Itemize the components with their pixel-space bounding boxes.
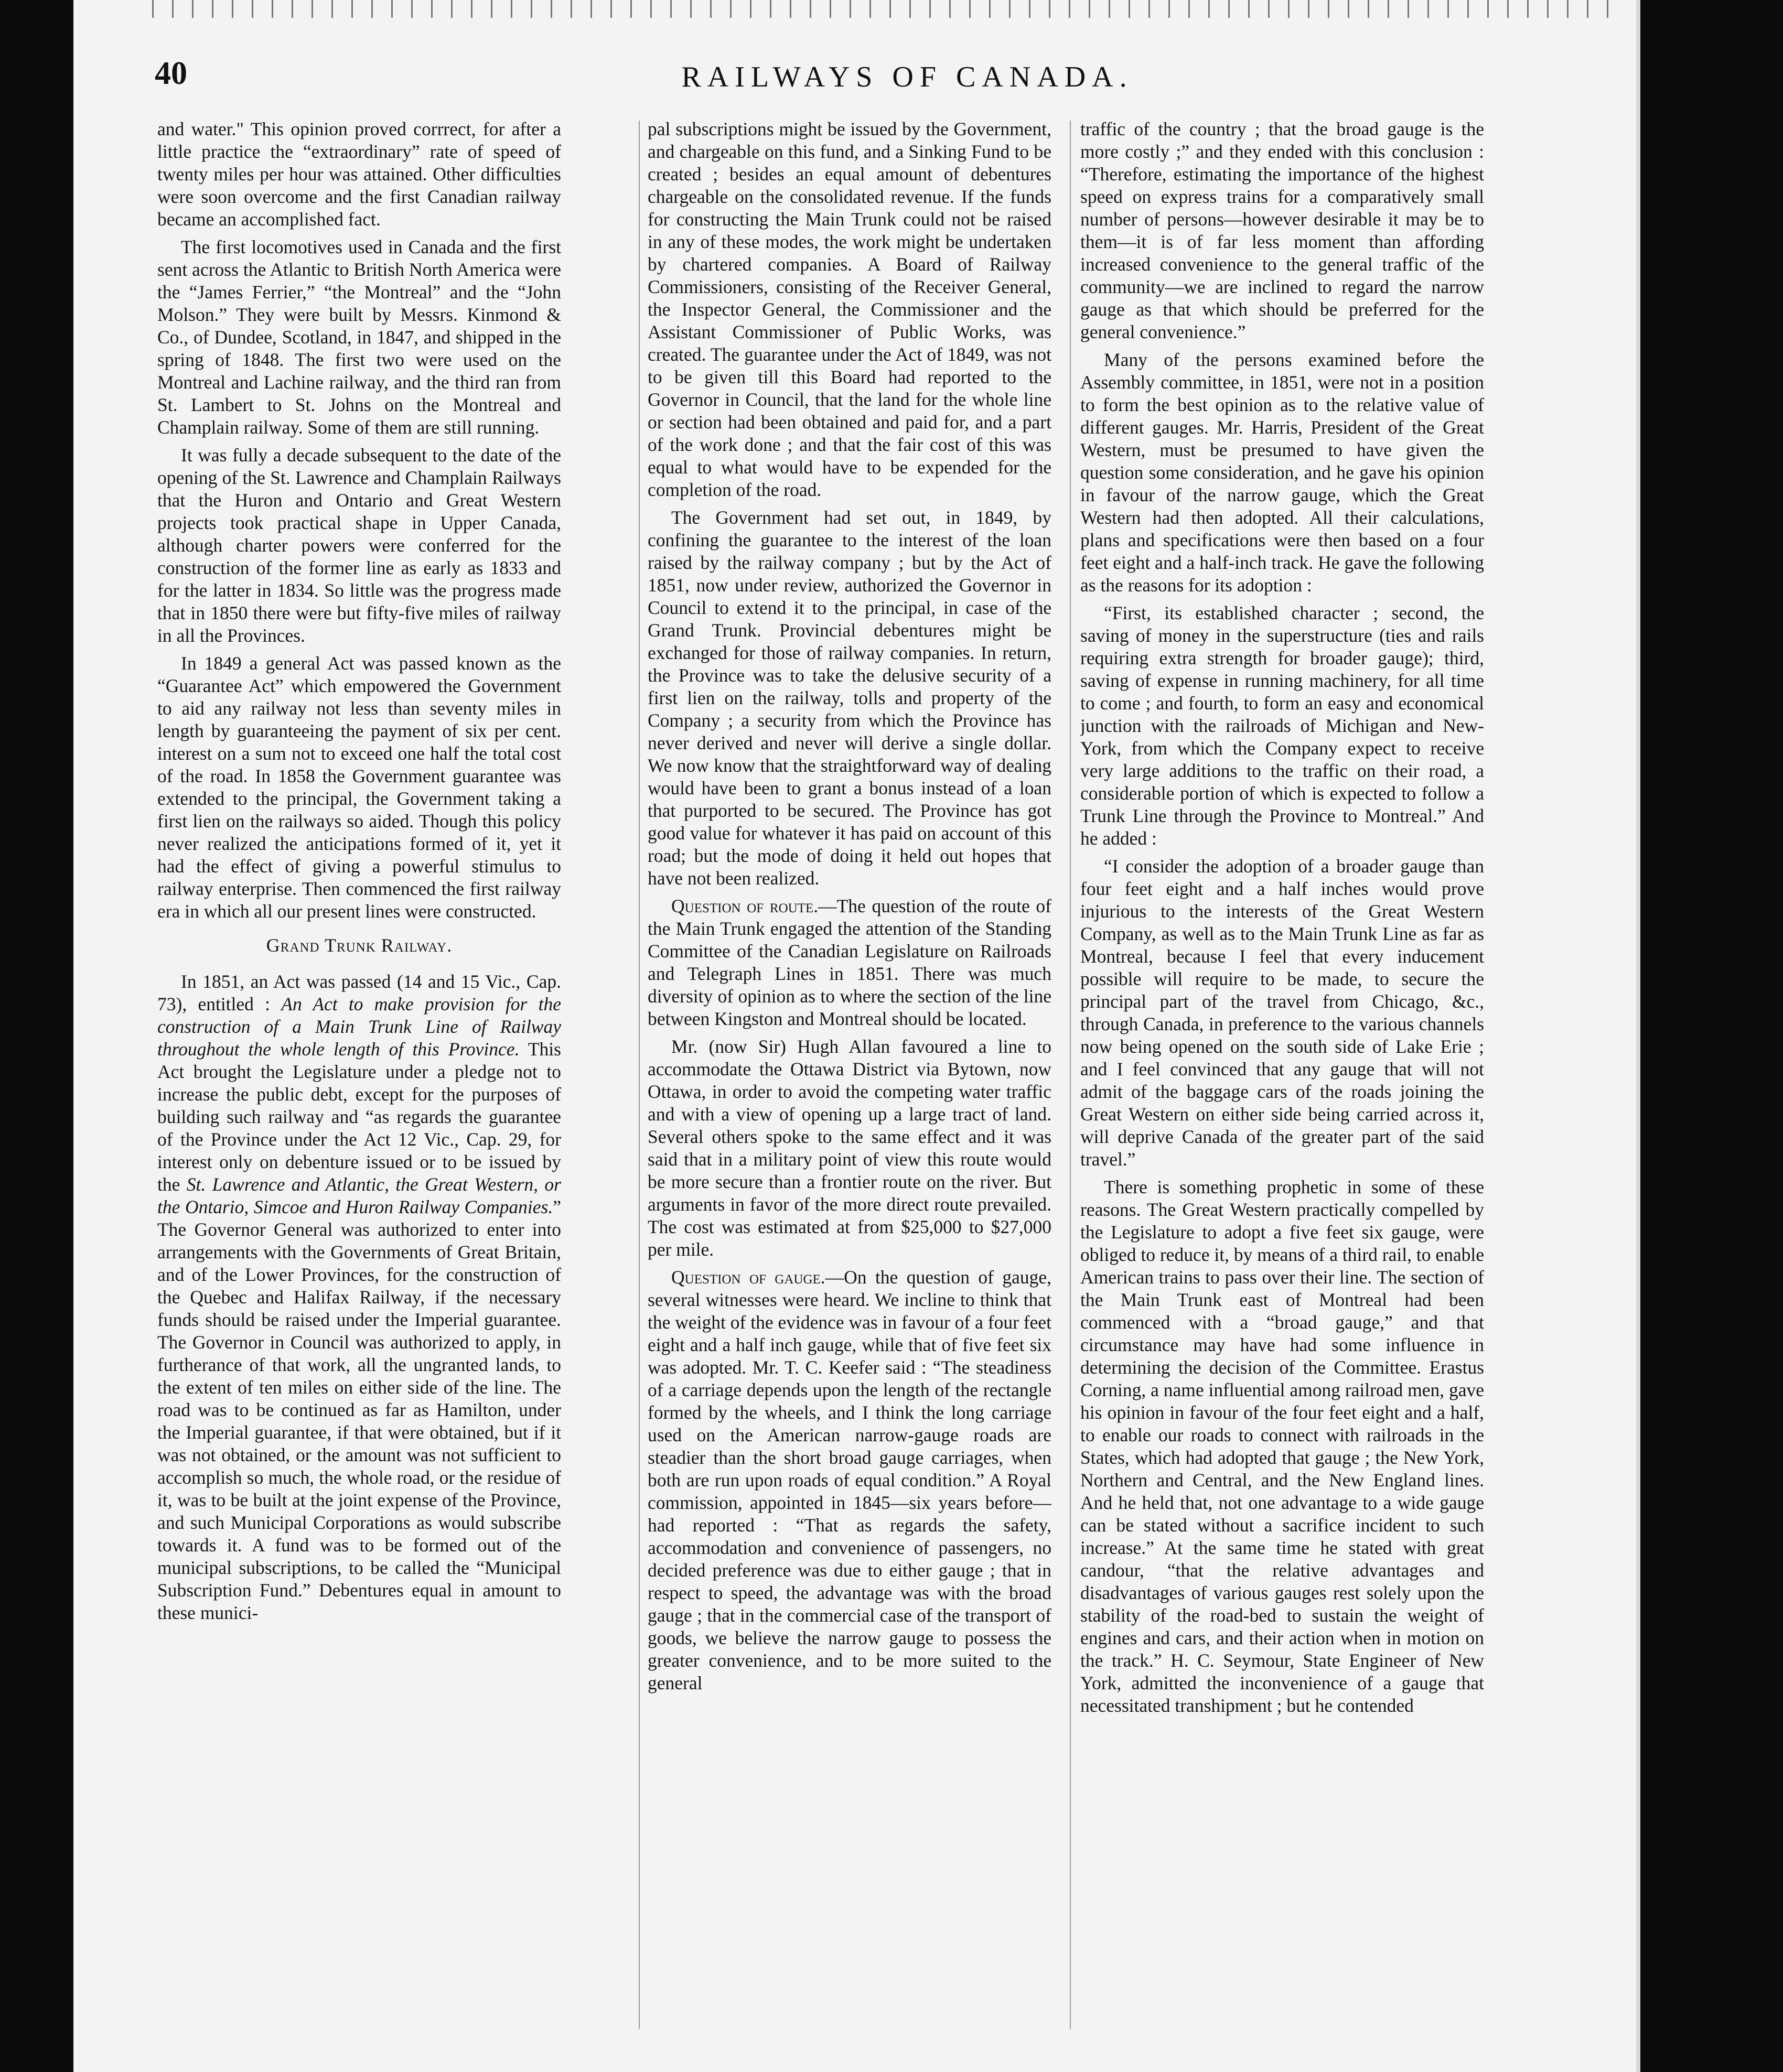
paragraph: Mr. (now Sir) Hugh Allan favoured a line to accommodate the Ottawa District via Bytown, now Ottawa, in order to avoid the competing water traffic and with a view of opening up a large tract of land. Several others spoke to the same effect and it was said that in a military point of view this route would be more secure than a frontier route on the river. But arguments in favor of the more direct route prevailed. The cost was estimated at from $25,000 to $27,000 per mile. (648, 1036, 1051, 1260)
column-rule (639, 121, 640, 2029)
paragraph (648, 1266, 1051, 1695)
page-edge (1636, 0, 1640, 2072)
act-title: An Act to make provision for the construction of a Main Trunk Line of Railway throughout the whole length of this Province. (157, 994, 561, 1060)
paragraph: In 1849 a general Act was passed known as the “Guarantee Act” which empowered the Government to aid any railway not less than seventy miles in length by guaranteeing the payment of six per cent. interest on a sum not to exceed one half the total cost of the road. In 1858 the Government guarantee was extended to the principal, the Government taking a first lien on the railways so aided. Though this policy never realized the anticipations formed of it, yet it had the effect of giving a powerful stimulus to railway enterprise. Then commenced the first railway era in which all our present lines were constructed. (157, 653, 561, 922)
paragraph: The first locomotives used in Canada and the first sent across the Atlantic to British North America were the “James Ferrier,” “the Montreal” and the “John Molson.” They were built by Messrs. Kinmond & Co., of Dundee, Scotland, in 1847, and shipped in the spring of 1848. The first two were used on the Montreal and Lachine railway, and the third ran from St. Lambert to St. Johns on the Montreal and Champlain railway. Some of them are still running. (157, 236, 561, 438)
column-rule (1070, 121, 1071, 2029)
paragraph: “First, its established character ; second, the saving of money in the superstructure (ties and rails requiring extra strength for broader gauge); third, saving of expense in running machinery, for all time to come ; and fourth, to form an easy and economical junction with the railroads of Michigan and New-York, from which the Company expect to receive very large additions to the traffic on their road, a considerable portion of which is expected to follow a Trunk Line through the Province to Montreal.” And he added : (1080, 602, 1484, 849)
page-number: 40 (155, 56, 187, 91)
text-run: —The question of the route of the Main Trunk engaged the attention of the Standing Committee of the Canadian Legislature on Railroads and Telegraph Lines in 1851. There was much diversity of opinion as to where the section of the line between Kingston and Montreal should be located. (648, 895, 1051, 1029)
column-1 (157, 118, 561, 2032)
running-head: RAILWAYS OF CANADA. (681, 61, 1133, 93)
paragraph (648, 895, 1051, 1030)
paragraph: There is something prophetic in some of these reasons. The Great Western practically compelled by the Legislature to adopt a five feet six gauge, were obliged to reduce it, by means of a third rail, to enable American trains to pass over their line. The section of the Main Trunk east of Montreal had been commenced with a “broad gauge,” and that circumstance may have had some influence in determining the decision of the Committee. Erastus Corning, a name influential among railroad men, gave his opinion in favour of the four feet eight and a half, to enable our roads to connect with railroads in the States, which had adopted that gauge ; the New York, Northern and Central, and the New England lines. And he held that, not one advantage to a wide gauge can be stated without a sacrifice incident to such increase.” At the same time he stated with great candour, “that the relative advantages and disadvantages of various gauges rest solely upon the stability of the road-bed to sustain the weight of engines and cars, and their action when in motion on the track.” H. C. Seymour, State Engineer of New York, admitted the inconvenience of a gauge that necessitated transhipment ; but he contended (1080, 1177, 1484, 1716)
paragraph: It was fully a decade subsequent to the date of the opening of the St. Lawrence and Champlain Railways that the Huron and Ontario and Great Western projects took practical shape in Upper Canada, although charter powers were conferred for the construction of the former line as early as 1833 and for the latter in 1834. So little was the progress made that in 1850 there were but fifty-five miles of railway in all the Provinces. (157, 445, 561, 646)
text-run: In 1851, an Act was passed (14 and 15 Vic., Cap. 73), entitled : (157, 971, 561, 1015)
text-run: ” The Governor General was authorized to enter into arrangements with the Governments of Great Britain, and of the Lower Provinces, for the construction of the Quebec and Halifax Railway, if the necessary funds should be raised under the Imperial guarantee. The Governor in Council was authorized to apply, in furtherance of that work, all the ungranted lands, to the extent of ten miles on either side of the line. The road was to be continued as far as Hamilton, under the Imperial guarantee, if that were obtained, but if it was not obtained, or the amount was not sufficient to accomplish so much, the whole road, or the residue of it, was to be built at the joint expense of the Province, and such Municipal Corporations as would subscribe towards it. A fund was to be formed out of the municipal subscriptions, to be called the “Municipal Subscription Fund.” Debentures equal in amount to these munici- (157, 1196, 561, 1623)
text-run: This Act brought the Legislature under a pledge not to increase the public debt, except for the purposes of building such railway and “as regards the guarantee of the Province under the Act 12 Vic., Cap. 29, for interest only on debenture issued or to be issued by the (157, 1039, 561, 1195)
run-in-label: Question of route. (671, 895, 819, 916)
company-names: St. Lawrence and Atlantic, the Great Western, or the Ontario, Simcoe and Huron Railway Companies. (157, 1174, 561, 1217)
paragraph: The Government had set out, in 1849, by confining the guarantee to the interest of the loan raised by the railway company ; but by the Act of 1851, now under review, authorized the Governor in Council to extend it to the principal, in case of the Grand Trunk. Provincial debentures might be exchanged for those of railway companies. In return, the Province was to take the delusive security of a first lien on the railway, tolls and property of the Company ; a security from which the Province has never derived and never will derive a single dollar. We now know that the straightforward way of dealing would have been to grant a bonus instead of a loan that purported to be secured. The Province has got good value for whatever it has paid on account of this road; but the mode of doing it held out hopes that have not been realized. (648, 507, 1051, 889)
paragraph: traffic of the country ; that the broad gauge is the more costly ;” and they ended with this conclusion : “Therefore, estimating the importance of the highest speed on express trains for a comparatively small number of persons—however desirable it may be to them—it is of far less moment than affording increased convenience to the general traffic of the community—we are inclined to regard the narrow gauge as that which should be preferred for the general convenience.” (1080, 118, 1484, 342)
column-3 (1080, 118, 1484, 2032)
section-heading: Grand Trunk Railway. (266, 935, 453, 956)
scan-fringe (152, 0, 1626, 18)
text-run: —On the question of gauge, several witnesses were heard. We incline to think that the weight of the evidence was in favour of a four feet eight and a half inch gauge, while that of five feet six was adopted. Mr. T. C. Keefer said : “The steadiness of a carriage depends upon the length of the rectangle formed by the wheels, and I think the long carriage used on the American narrow-gauge roads are steadier than the short broad gauge carriages, when both are run upon roads of equal condition.” A Royal commission, appointed in 1845—six years before—had reported : “That as regards the safety, accommodation and convenience of passengers, no decided preference was due to either gauge ; that in respect to speed, the advantage was with the broad gauge ; that in the commercial case of the transport of goods, we believe the narrow gauge to possess the greater convenience, and to be more suited to the general (648, 1267, 1051, 1693)
column-2 (648, 118, 1051, 2032)
paragraph: and water." This opinion proved corrrect, for after a little practice the “extraordinary” rate of speed of twenty miles per hour was attained. Other difficulties were soon overcome and the first Canadian railway became an accomplished fact. (157, 118, 561, 230)
paragraph: Many of the persons examined before the Assembly committee, in 1851, were not in a position to form the best opinion as to the relative value of different gauges. Mr. Harris, President of the Great Western, must be presumed to have given the question some consideration, and he gave his opinion in favour of the narrow gauge, which the Great Western had then adopted. All their calculations, plans and specifications were then based on a four feet eight and a half-inch track. He gave the following as the reasons for its adoption : (1080, 349, 1484, 596)
run-in-label: Question of gauge. (671, 1267, 825, 1288)
paragraph: pal subscriptions might be issued by the Government, and chargeable on this fund, and a Sinking Fund to be created ; besides an equal amount of debentures chargeable on the consolidated revenue. If the funds for constructing the Main Trunk could not be raised in any of these modes, the work might be undertaken by chartered companies. A Board of Railway Commissioners, consisting of the Receiver General, the Inspector General, the Commissioner and the Assistant Commissioner of Public Works, was created. The guarantee under the Act of 1849, was not to be given till this Board had reported to the Governor in Council, that the land for the whole line or section had been obtained and paid for, and a part of the work done ; and that the fair cost of this was equal to what would have to be expended for the completion of the road. (648, 118, 1051, 500)
paragraph: “I consider the adoption of a broader gauge than four feet eight and a half inches would prove injurious to the interests of the Great Western Company, as well as to the Main Trunk Line as far as Montreal, because I feel that every inducement possible will require to be made, to secure the principal part of the travel from Chicago, &c., through Canada, in preference to the various channels now being opened on the south side of Lake Erie ; and I feel convinced that any gauge that will not admit of the baggage cars of the roads joining the Great Western on either side being carried across it, will deprive Canada of the greater part of the said travel.” (1080, 856, 1484, 1170)
paragraph (157, 970, 561, 1624)
